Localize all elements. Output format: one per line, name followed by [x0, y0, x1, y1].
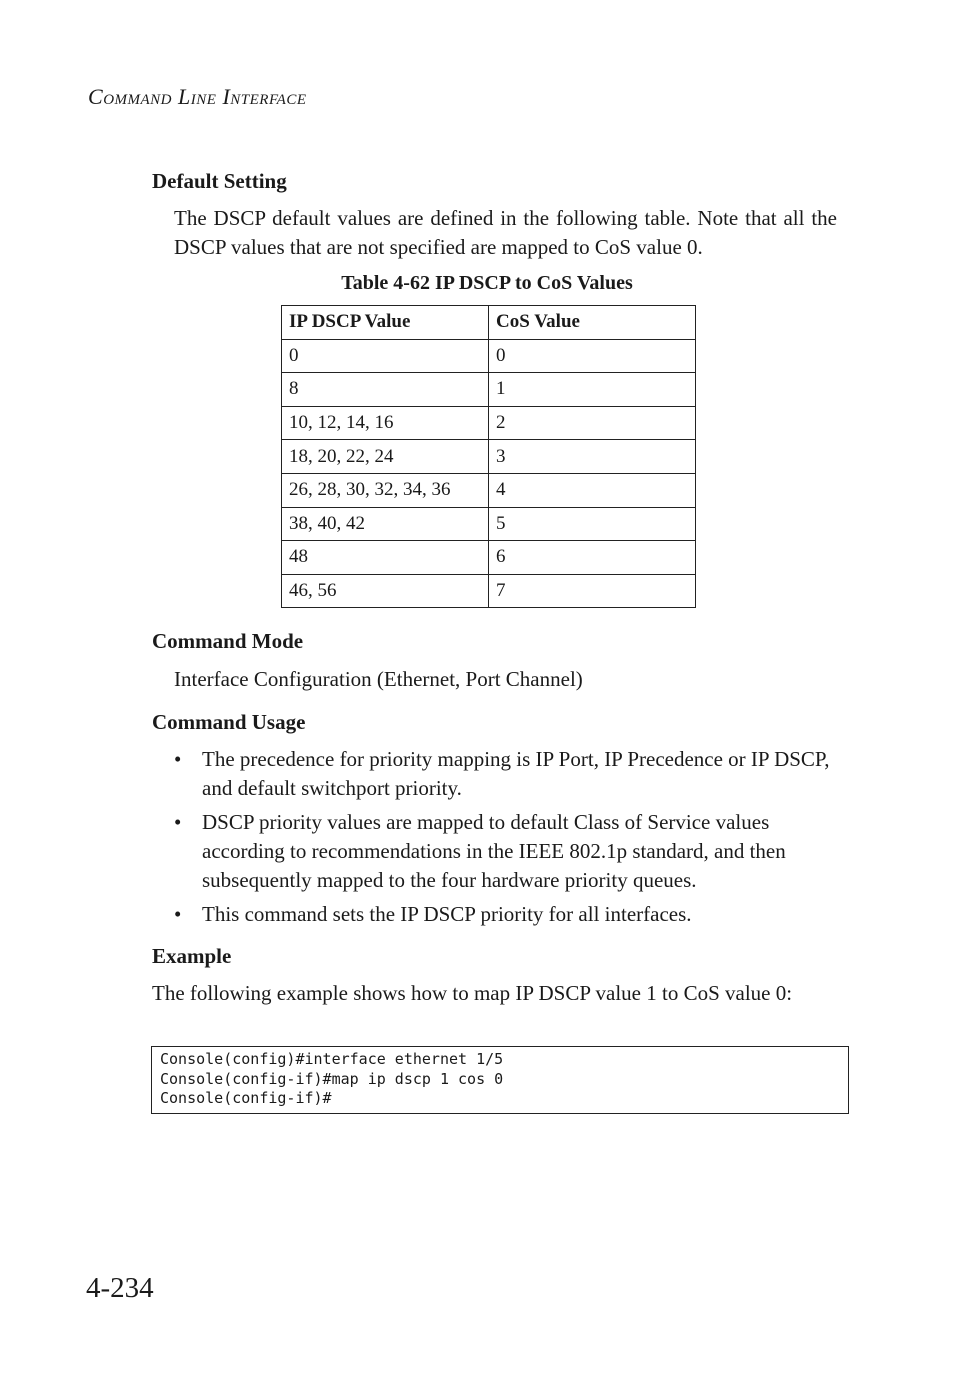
table-row: [282, 339, 696, 373]
dscp-cell: 26, 28, 30, 32, 34, 36: [282, 473, 489, 507]
bullet-icon: •: [174, 902, 182, 926]
table-row: [282, 440, 696, 474]
list-item: • The precedence for priority mapping is IP Port, IP Precedence or IP DSCP, and default switchport priority.: [174, 747, 830, 800]
dscp-cell: 38, 40, 42: [282, 507, 489, 541]
cos-cell: 7: [489, 574, 696, 608]
cos-cell: 1: [489, 373, 696, 407]
command-usage-list: [174, 745, 846, 934]
cos-cell: 5: [489, 507, 696, 541]
table-row: [282, 507, 696, 541]
code-line: Console(config)#interface ethernet 1/5: [160, 1050, 504, 1068]
dscp-cos-table: [281, 305, 696, 608]
cos-cell: 4: [489, 473, 696, 507]
command-mode-text: Interface Configuration (Ethernet, Port Channel): [174, 667, 583, 691]
default-setting-text: The DSCP default values are defined in the following table. Note that all the DSCP values that are not specified are mapped to CoS value 0.: [174, 206, 837, 259]
cos-cell: 0: [489, 339, 696, 373]
dscp-cell: 8: [282, 373, 489, 407]
example-text: The following example shows how to map IP DSCP value 1 to CoS value 0:: [152, 981, 793, 1005]
code-line: Console(config-if)#: [160, 1089, 332, 1107]
list-item: • DSCP priority values are mapped to default Class of Service values according to recommendations in the IEEE 802.1p standard, and then subsequently mapped to the four hardware priority queues.: [174, 810, 786, 892]
table-header-row: [282, 306, 696, 340]
bullet-icon: •: [174, 747, 182, 771]
command-mode-heading: Command Mode: [152, 629, 304, 653]
command-usage-heading: Command Usage: [152, 710, 306, 734]
dscp-cell: 18, 20, 22, 24: [282, 440, 489, 474]
dscp-cell: 48: [282, 541, 489, 575]
code-block: [151, 1046, 849, 1114]
dscp-cell: 0: [282, 339, 489, 373]
column-header-cos: CoS Value: [489, 306, 696, 340]
column-header-ip-dscp: IP DSCP Value: [282, 306, 489, 340]
example-heading: Example: [152, 944, 232, 968]
list-item: • This command sets the IP DSCP priority for all interfaces.: [174, 900, 846, 929]
table-row: [282, 406, 696, 440]
default-setting-heading: Default Setting: [152, 169, 287, 193]
page-number: 4-234: [86, 1272, 154, 1304]
dscp-cell: 10, 12, 14, 16: [282, 406, 489, 440]
cos-cell: 3: [489, 440, 696, 474]
code-line: Console(config-if)#map ip dscp 1 cos 0: [160, 1069, 504, 1088]
cos-cell: 6: [489, 541, 696, 575]
cos-cell: 2: [489, 406, 696, 440]
table-row: [282, 541, 696, 575]
table-row: [282, 473, 696, 507]
table-row: [282, 574, 696, 608]
dscp-cell: 46, 56: [282, 574, 489, 608]
running-header: COMMAND LINE INTERFACE: [88, 84, 307, 109]
bullet-icon: •: [174, 810, 182, 834]
table-row: [282, 373, 696, 407]
table-caption: Table 4-62 IP DSCP to CoS Values: [341, 272, 633, 294]
